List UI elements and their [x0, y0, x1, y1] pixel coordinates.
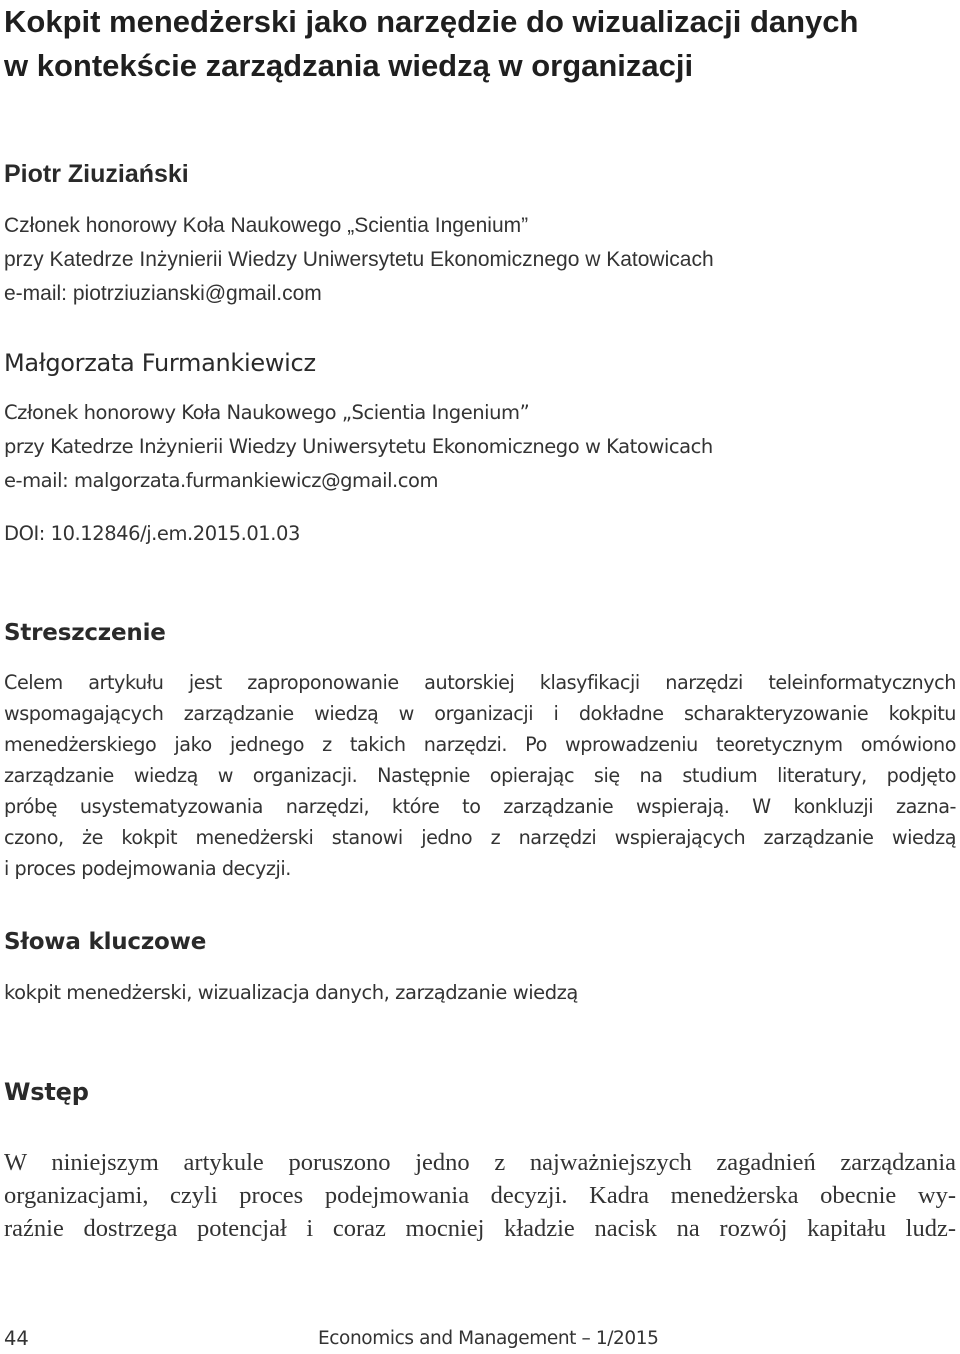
abstract-heading: Streszczenie	[4, 620, 166, 646]
abstract-line: zarządzanie wiedzą w organizacji. Następnie opierając się na studium literatury, podjęto	[4, 764, 956, 787]
affiliation-line: przy Katedrze Inżynierii Wiedzy Uniwersytetu Ekonomicznego w Katowicach	[4, 248, 714, 271]
author-name: Piotr Ziuziański	[4, 160, 189, 188]
affiliation-line: Członek honorowy Koła Naukowego „Scientia Ingenium”	[4, 401, 530, 424]
abstract-text	[4, 667, 956, 884]
introduction-line: W niniejszym artykule poruszono jedno z najważniejszych zagadnień zarządzania	[4, 1149, 956, 1176]
introduction-line: raźnie dostrzega potencjał i coraz mocniej kładzie nacisk na rozwój kapitału ludz-	[4, 1215, 956, 1242]
author-affiliation	[4, 209, 714, 311]
introduction-text	[4, 1146, 956, 1245]
abstract-line: Celem artykułu jest zaproponowanie autorskiej klasyfikacji narzędzi teleinformatycznych	[4, 671, 956, 694]
journal-footer: Economics and Management – 1/2015	[318, 1328, 659, 1349]
article-title-line: Kokpit menedżerski jako narzędzie do wizualizacji danych	[4, 4, 859, 39]
affiliation-line: Członek honorowy Koła Naukowego „Scientia Ingenium”	[4, 214, 529, 237]
introduction-heading: Wstęp	[4, 1078, 89, 1106]
keywords-text: kokpit menedżerski, wizualizacja danych, zarządzanie wiedzą	[4, 981, 578, 1004]
abstract-line: menedżerskiego jako jednego z takich narzędzi. Po wprowadzeniu teoretycznym omówiono	[4, 733, 956, 756]
affiliation-line: przy Katedrze Inżynierii Wiedzy Uniwersytetu Ekonomicznego w Katowicach	[4, 435, 713, 458]
keywords-heading: Słowa kluczowe	[4, 929, 207, 955]
article-title-line: w kontekście zarządzania wiedzą w organizacji	[4, 48, 694, 83]
introduction-line: organizacjami, czyli proces podejmowania decyzji. Kadra menedżerska obecnie wy-	[4, 1182, 956, 1209]
article-title	[4, 0, 954, 88]
author-affiliation	[4, 396, 713, 498]
doi: DOI: 10.12846/j.em.2015.01.03	[4, 522, 300, 545]
page-number: 44	[4, 1327, 29, 1350]
abstract-line: i proces podejmowania decyzji.	[4, 857, 291, 880]
abstract-line: czono, że kokpit menedżerski stanowi jedno z narzędzi wspierających zarządzanie wiedzą	[4, 826, 956, 849]
abstract-line: wspomagających zarządzanie wiedzą w organizacji i dokładne scharakteryzowanie kokpitu	[4, 702, 956, 725]
author-name: Małgorzata Furmankiewicz	[4, 349, 316, 377]
author-email: e-mail: piotrziuzianski@gmail.com	[4, 282, 322, 305]
author-email: e-mail: malgorzata.furmankiewicz@gmail.com	[4, 469, 439, 492]
abstract-line: próbę usystematyzowania narzędzi, które to zarządzanie wspierają. W konkluzji zazna-	[4, 795, 956, 818]
